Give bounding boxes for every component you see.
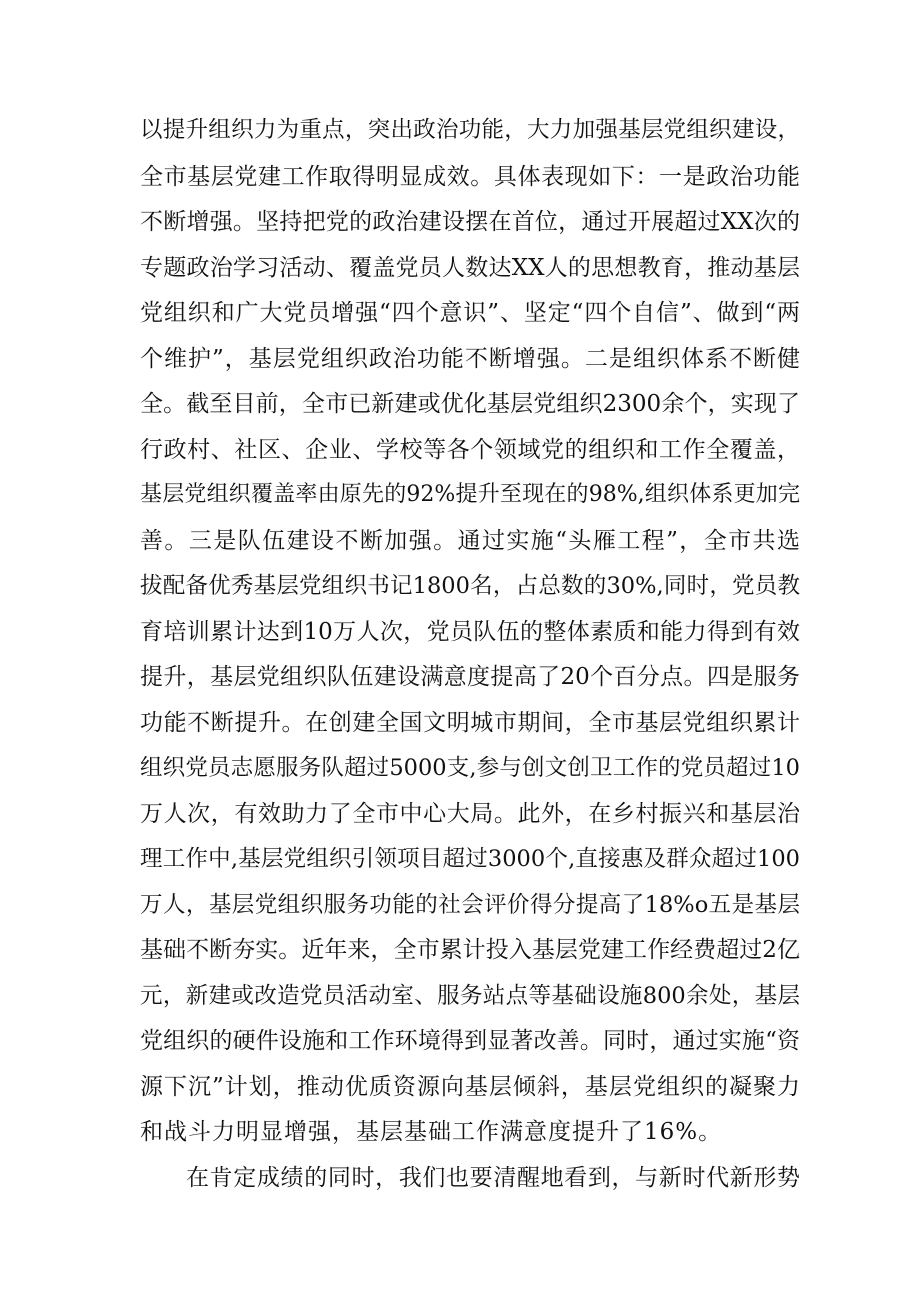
text-line: 万人次，有效助力了全市中心大局。此外，在乡村振兴和基层治 [140, 801, 800, 827]
text-line: 万人，基层党组织服务功能的社会评价得分提高了18%o五是基层 [140, 892, 800, 918]
text-line: 拔配备优秀基层党组织书记1800名，占总数的30%,同时，党员教 [140, 573, 800, 599]
text-line: 不断增强。坚持把党的政治建设摆在首位，通过开展超过XX次的 [140, 209, 800, 235]
text-line: 源下沉”计划，推动优质资源向基层倾斜，基层党组织的凝聚力 [140, 1074, 800, 1100]
text-line: 个维护”，基层党组织政治功能不断增强。二是组织体系不断健 [140, 346, 800, 372]
text-line: 和战斗力明显增强，基层基础工作满意度提升了16%。 [140, 1119, 723, 1145]
text-line: 善。三是队伍建设不断加强。通过实施“头雁工程”，全市共选 [140, 528, 800, 554]
text-line: 理工作中,基层党组织引领项目超过3000个,直接惠及群众超过100 [140, 846, 800, 872]
text-line: 行政村、社区、企业、学校等各个领域党的组织和工作全覆盖， [140, 437, 800, 463]
text-line: 在肯定成绩的同时，我们也要清醒地看到，与新时代新形势 [186, 1165, 800, 1191]
text-line: 功能不断提升。在创建全国文明城市期间，全市基层党组织累计 [140, 710, 800, 736]
text-line: 以提升组织力为重点，突出政治功能，大力加强基层党组织建设， [140, 117, 800, 143]
text-line: 组织党员志愿服务队超过5000支,参与创文创卫工作的党员超过10 [140, 755, 800, 781]
text-line: 元，新建或改造党员活动室、服务站点等基础设施800余处，基层 [140, 983, 800, 1009]
text-line: 党组织的硬件设施和工作环境得到显著改善。同时，通过实施“资 [140, 1028, 800, 1054]
text-line: 党组织和广大党员增强“四个意识”、坚定“四个自信”、做到“两 [140, 300, 800, 326]
text-line: 基础不断夯实。近年来，全市累计投入基层党建工作经费超过2亿 [140, 937, 800, 963]
text-line: 育培训累计达到10万人次，党员队伍的整体素质和能力得到有效 [140, 619, 800, 645]
text-line: 全。截至目前，全市已新建或优化基层党组织2300余个，实现了 [140, 391, 800, 417]
text-line: 全市基层党建工作取得明显成效。具体表现如下：一是政治功能 [140, 164, 800, 190]
text-line: 专题政治学习活动、覆盖党员人数达XX人的思想教育，推动基层 [140, 255, 800, 281]
text-line: 提升，基层党组织队伍建设满意度提高了20个百分点。四是服务 [140, 664, 800, 690]
text-line: 基层党组织覆盖率由原先的92%提升至现在的98%,组织体系更加完 [140, 482, 800, 507]
